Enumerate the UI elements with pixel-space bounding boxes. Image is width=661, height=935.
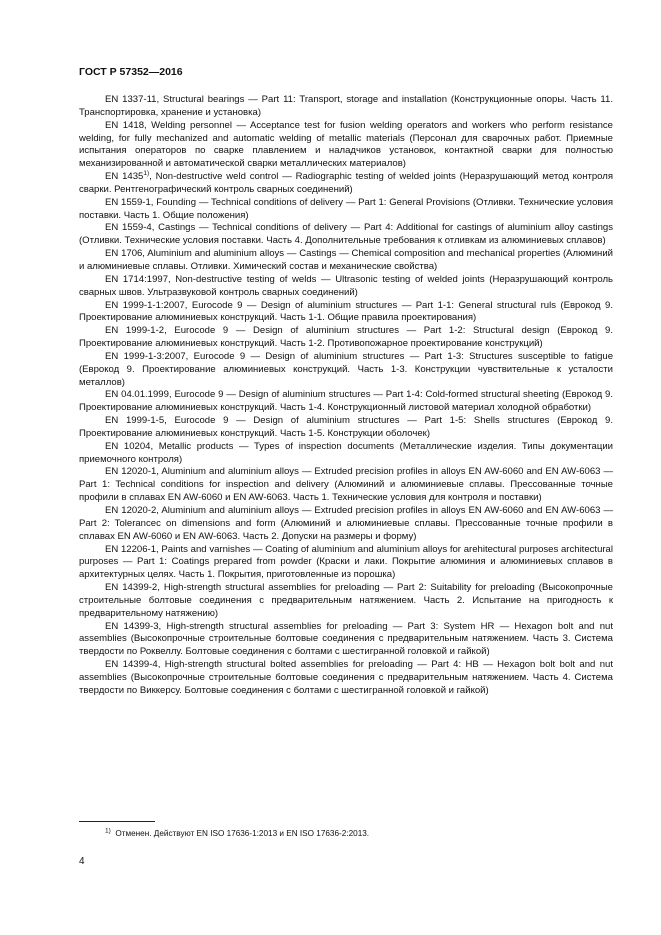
reference-item: EN 1418, Welding personnel — Acceptance test for fusion welding operators and workers who perform resistance welding, for fully mechanized and automatic welding of metallic materials (Персонал для сварочных работ. Приемные испытания операторов по сварке плавлением и наладчиков установок, контактной сварки для полностью механизированной и автоматической сварки металлических материалов) bbox=[79, 119, 613, 170]
reference-item: EN 1999-1-1:2007, Eurocode 9 — Design of aluminium structures — Part 1-1: General structural ruls (Еврокод 9. Проектирование алюминиевых конструкций. Часть 1-1. Общие правила проектирования) bbox=[79, 299, 613, 324]
reference-item: EN 1999-1-3:2007, Eurocode 9 — Design of aluminium structures — Part 1-3: Structures susceptible to fatigue (Еврокод 9. Проектирование алюминиевых конструкций. Часть 1-3. Конструкции чувствительные к усталости металлов) bbox=[79, 350, 613, 388]
reference-item: EN 10204, Metallic products — Types of inspection documents (Металлические изделия. Типы документации приемочного контроля) bbox=[79, 440, 613, 465]
reference-item: EN 14399-4, High-strength structural bolted assemblies for preloading — Part 4: HB — Hexagon bolt bolt and nut assemblies (Высокопрочные строительные болтовые соединения с предварительным натяжением. Часть 4. Система твердости по Виккерсу. Болтовые соединения с болтами с шестигранной головкой и гайкой) bbox=[79, 659, 613, 696]
reference-item: EN 04.01.1999, Eurocode 9 — Design of aluminium structures — Part 1-4: Cold-formed structural sheeting (Еврокод 9. Проектирование алюминиевых конструкций. Часть 1-4. Конструкционный листовой материал холодной обработки) bbox=[79, 389, 613, 414]
footnote-divider bbox=[79, 821, 155, 822]
reference-item: EN 1559-1, Founding — Technical conditions of delivery — Part 1: General Provisions (Отливки. Технические условия поставки. Часть 1. Общие положения) bbox=[79, 196, 613, 221]
footnote-text: Отменен. Действуют EN ISO 17636-1:2013 и EN ISO 17636-2:2013. bbox=[115, 829, 370, 838]
reference-text: , Non-destructive weld control — Radiographic testing of welded joints (Неразрушающий метод контроля сварки. Рентгенографический контроль сварных соединений) bbox=[79, 171, 613, 195]
footnote bbox=[105, 829, 369, 838]
reference-item: EN 12020-2, Aluminium and aluminium alloys — Extruded precision profiles in alloys EN AW-6060 and EN AW-6063 — Part 2: Tolerancec on dimensions and form (Алюминий и алюминиевые сплавы. Прессованные точные профили в сплавах EN AW-6060 и EN AW-6063. Часть 2. Допуски на размеры и форму) bbox=[79, 505, 613, 542]
reference-list bbox=[79, 94, 613, 698]
reference-item: EN 12020-1, Aluminium and aluminium alloys — Extruded precision profiles in alloys EN AW-6060 and EN AW-6063 — Part 1: Technical conditions for inspection and delivery (Алюминий и алюминиевые сплавы. Прессованные точные профили в сплавах EN AW-6060 и EN AW-6063. Часть 1. Технические условия для контроля и поставки) bbox=[79, 466, 613, 504]
reference-item: EN 1999-1-5, Eurocode 9 — Design of aluminium structures — Part 1-5: Shells structures (Еврокод 9. Проектирование алюминиевых конструкций. Часть 1-5. Конструкции оболочек) bbox=[79, 415, 613, 439]
reference-item: EN 1714:1997, Non-destructive testing of welds — Ultrasonic testing of welded joints (Неразрушающий контроль сварных швов. Ультразвуковой контроль сварных соединений) bbox=[79, 273, 613, 298]
reference-item: EN 1999-1-2, Eurocode 9 — Design of aluminium structures — Part 1-2: Structural design (Еврокод 9. Проектирование алюминиевых конструкций. Часть 1-2. Противопожарное проектирование конструкций) bbox=[79, 325, 613, 350]
reference-item bbox=[79, 171, 613, 197]
reference-item: EN 14399-3, High-strength structural assemblies for preloading — Part 3: System HR — Hexagon bolt and nut assemblies (Высокопрочные строительные болтовые соединения с предварительным натяжением. Часть 3. Система твердости по Роквеллу. Болтовые соединения с болтами с шестигранной головкой и гайкой) bbox=[79, 620, 613, 658]
document-header: ГОСТ Р 57352—2016 bbox=[79, 66, 183, 78]
reference-item: EN 12206-1, Paints and varnishes — Coating of aluminium and aluminium alloys for arehitectural purposes architectural purposes — Part 1: Coatings prepared from powder (Краски и лаки. Покрытие алюминия и алюминиевых сплавов в архитектурных целях. Часть 1. Покрытия, приготовленные из порошка) bbox=[79, 543, 613, 581]
page-number: 4 bbox=[79, 856, 85, 867]
footnote-marker: 1) bbox=[105, 827, 111, 835]
reference-item: EN 14399-2, High-strength structural assemblies for preloading — Part 2: Suitability for preloading (Высокопрочные строительные болтовые соединения с предварительным натяжением. Часть 2. Испытание на пригодность к предварительному натяжению) bbox=[79, 582, 613, 619]
reference-code: EN 1435 bbox=[105, 171, 144, 183]
footnote-marker: 1) bbox=[143, 169, 150, 177]
reference-item: EN 1337-11, Structural bearings — Part 11: Transport, storage and installation (Конструкционные опоры. Часть 11. Транспортировка, хранение и установка) bbox=[79, 94, 613, 118]
reference-item: EN 1706, Aluminium and aluminium alloys — Castings — Chemical composition and mechanical properties (Алюминий и алюминиевые сплавы. Отливки. Химический состав и механические свойства) bbox=[79, 248, 613, 272]
reference-item: EN 1559-4, Castings — Technical conditions of delivery — Part 4: Additional for castings of aluminium alloy castings (Отливки. Технические условия поставки. Часть 4. Дополнительные требования к отливкам из алюминиевых сплавов) bbox=[79, 222, 613, 247]
